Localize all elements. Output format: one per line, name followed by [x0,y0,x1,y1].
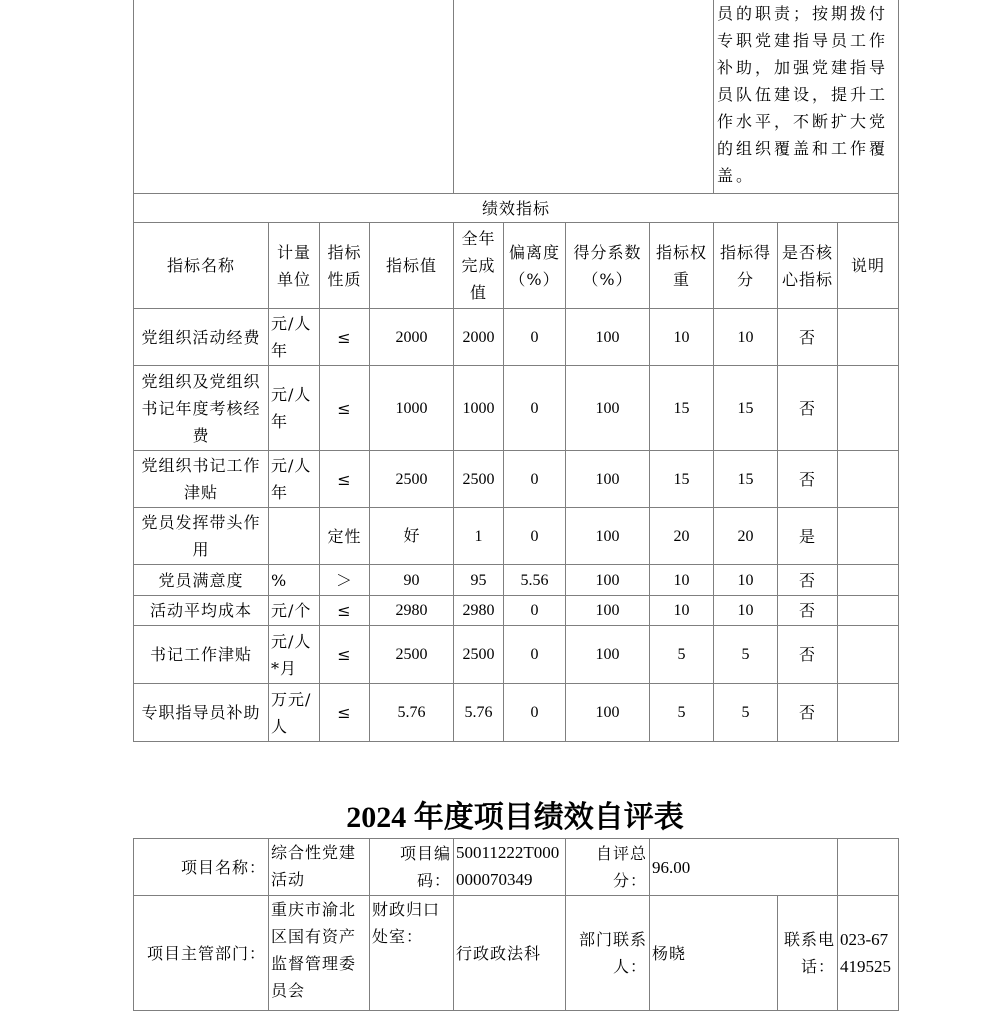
table-cell: 10 [714,309,778,366]
phone-label: 联系电话： [778,896,838,1011]
table-cell: ≤ [320,366,370,451]
table-cell: 95 [454,565,504,596]
column-header: 是否核心指标 [778,223,838,309]
table-cell: 0 [504,508,566,565]
table-cell: 15 [714,451,778,508]
table-cell [838,309,899,366]
empty-cell [454,0,714,194]
table-row [134,626,899,684]
table-cell: 15 [650,366,714,451]
table-cell: 100 [566,626,650,684]
table-cell: 100 [566,451,650,508]
table-cell: 5.76 [370,684,454,742]
table-cell: 10 [650,309,714,366]
table-cell: 否 [778,451,838,508]
table-cell: 2500 [370,626,454,684]
table-cell: 100 [566,684,650,742]
table-cell: 5 [714,684,778,742]
document-title: 2024 年度项目绩效自评表 [346,801,684,834]
table-cell: % [269,565,320,596]
contact-value: 杨晓 [650,896,778,1011]
table-cell: 5 [714,626,778,684]
table-cell: 100 [566,309,650,366]
column-header: 说明 [838,223,899,309]
table-cell: 10 [650,565,714,596]
score-label: 自评总分： [566,839,650,896]
table-cell [838,626,899,684]
column-header: 指标值 [370,223,454,309]
table-cell: 党员满意度 [134,565,269,596]
table-cell: 专职指导员补助 [134,684,269,742]
table-cell: 活动平均成本 [134,596,269,626]
project-info-table [133,838,899,1011]
table-row [134,309,899,366]
table-cell: 是 [778,508,838,565]
table-cell: ≤ [320,684,370,742]
table-cell: 20 [714,508,778,565]
table-cell: 2000 [370,309,454,366]
table-cell: 书记工作津贴 [134,626,269,684]
table-cell: 100 [566,508,650,565]
table-cell: 15 [714,366,778,451]
table-cell: 0 [504,626,566,684]
score-value: 96.00 [650,839,838,896]
table-cell: 元/人年 [269,451,320,508]
table-cell: 党组织书记工作津贴 [134,451,269,508]
table-cell: 元/个 [269,596,320,626]
column-header: 指标权重 [650,223,714,309]
table-cell: 否 [778,309,838,366]
table-cell [838,684,899,742]
table-cell: 2980 [454,596,504,626]
table-cell: 10 [714,596,778,626]
table-cell: 5.76 [454,684,504,742]
dept-label: 项目主管部门： [134,896,269,1011]
table-cell: 党组织活动经费 [134,309,269,366]
table-cell: 100 [566,366,650,451]
table-cell [838,451,899,508]
table-row [134,596,899,626]
table-cell [838,508,899,565]
table-cell [838,596,899,626]
table-cell: 1000 [370,366,454,451]
table-cell: 党员发挥带头作用 [134,508,269,565]
project-name: 综合性党建活动 [269,839,370,896]
empty-cell [838,839,899,896]
table-cell: 10 [650,596,714,626]
column-header: 得分系数（%） [566,223,650,309]
table-row [134,366,899,451]
table-row [134,684,899,742]
column-header: 指标性质 [320,223,370,309]
table-cell: ＞ [320,565,370,596]
goal-text: 员的职责；按期拨付专职党建指导员工作补助，加强党建指导员队伍建设，提升工作水平，不断扩大党的组织覆盖和工作覆盖。 [714,0,899,194]
table-cell: 好 [370,508,454,565]
table-cell: 否 [778,596,838,626]
table-cell: 90 [370,565,454,596]
table-cell: 元/人*月 [269,626,320,684]
table-cell: 万元/人 [269,684,320,742]
table-cell: 100 [566,565,650,596]
dept-value: 重庆市渝北区国有资产监督管理委员会 [269,896,370,1011]
empty-cell [134,0,454,194]
project-code-label: 项目编码： [370,839,454,896]
table-cell: 2500 [370,451,454,508]
table-cell: 15 [650,451,714,508]
section-title: 绩效指标 [134,194,899,223]
table-cell: 否 [778,366,838,451]
performance-indicator-table [133,0,899,742]
table-cell: ≤ [320,626,370,684]
contact-label: 部门联系人： [566,896,650,1011]
column-header: 指标名称 [134,223,269,309]
table-cell: 1 [454,508,504,565]
project-name-label: 项目名称： [134,839,269,896]
column-header: 全年完成值 [454,223,504,309]
table-cell: 2500 [454,451,504,508]
table-cell: 2500 [454,626,504,684]
finance-label: 财政归口处室： [370,896,454,1011]
table-cell [838,565,899,596]
table-cell: 5 [650,626,714,684]
table-cell: ≤ [320,309,370,366]
table-cell: 0 [504,596,566,626]
table-cell: 0 [504,366,566,451]
table-cell [269,508,320,565]
project-code: 50011222T000000070349 [454,839,566,896]
table-row [134,508,899,565]
table-cell [838,366,899,451]
column-header: 计量单位 [269,223,320,309]
table-cell: 否 [778,626,838,684]
table-row [134,451,899,508]
table-cell: 定性 [320,508,370,565]
table-cell: 元/人年 [269,309,320,366]
table-cell: 0 [504,451,566,508]
table-cell: 10 [714,565,778,596]
table-cell: 100 [566,596,650,626]
table-cell: 1000 [454,366,504,451]
finance-value: 行政政法科 [454,896,566,1011]
table-cell: 元/人年 [269,366,320,451]
table-cell: 2980 [370,596,454,626]
phone-value: 023-67419525 [838,896,899,1011]
table-cell: 否 [778,565,838,596]
column-header: 偏离度（%） [504,223,566,309]
table-cell: 5.56 [504,565,566,596]
table-cell: 0 [504,684,566,742]
table-cell: 20 [650,508,714,565]
column-header: 指标得分 [714,223,778,309]
table-cell: 否 [778,684,838,742]
table-cell: 0 [504,309,566,366]
table-cell: 党组织及党组织书记年度考核经费 [134,366,269,451]
table-row [134,565,899,596]
table-cell: ≤ [320,596,370,626]
table-cell: ≤ [320,451,370,508]
table-cell: 5 [650,684,714,742]
table-cell: 2000 [454,309,504,366]
